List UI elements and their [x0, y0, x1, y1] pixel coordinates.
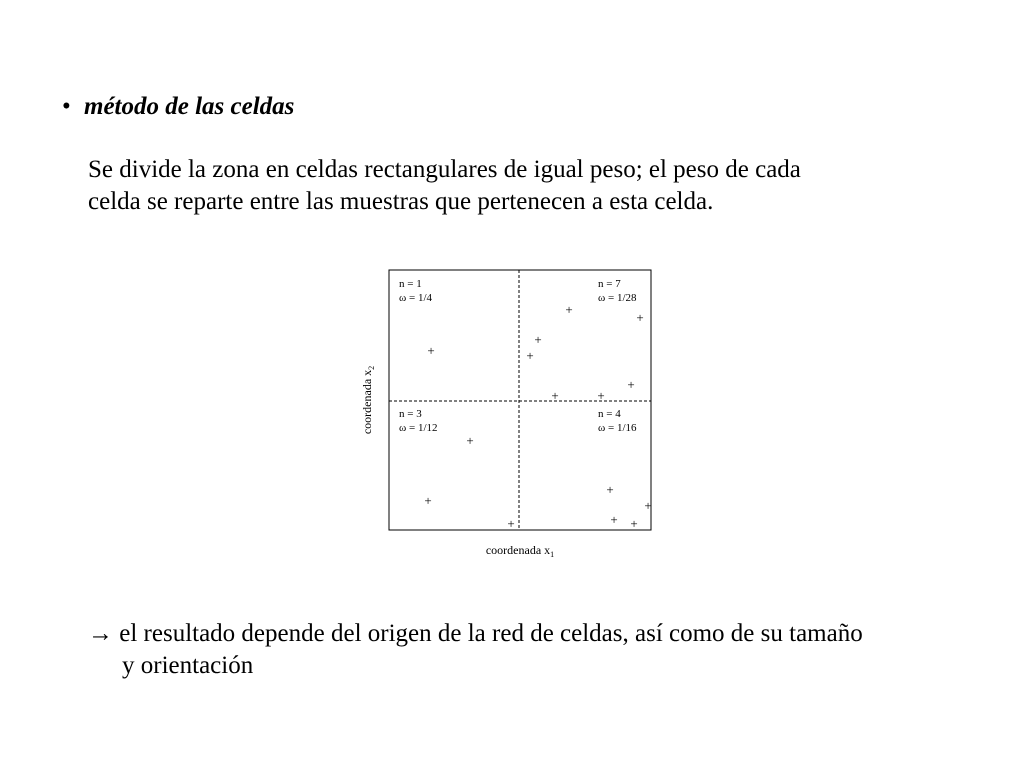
- sample-marker: +: [466, 433, 474, 448]
- sample-marker: +: [534, 332, 542, 347]
- x-axis-label: coordenada $x_1$: [485, 543, 555, 559]
- conclusion-text: [88, 618, 863, 682]
- bullet-dot: •: [62, 93, 71, 120]
- description-line-2: celda se reparte entre las muestras que pertenecen a esta celda.: [88, 188, 714, 215]
- sample-marker: +: [597, 388, 605, 403]
- cell-grid-diagram: [355, 262, 675, 567]
- conclusion-line-2: y orientación: [122, 652, 254, 679]
- sample-marker: +: [526, 348, 534, 363]
- cell-1-n-label: n = 1: [399, 278, 422, 290]
- section-heading: método de las celdas: [84, 93, 295, 120]
- description-line-1: Se divide la zona en celdas rectangulares de igual peso; el peso de cada: [88, 156, 801, 183]
- arrow-icon: →: [88, 620, 113, 647]
- sample-marker: +: [427, 343, 435, 358]
- sample-marker: +: [644, 498, 652, 513]
- cell-declustering-figure: [355, 262, 675, 567]
- sample-marker: +: [507, 516, 515, 531]
- sample-marker: +: [630, 516, 638, 531]
- sample-marker: +: [627, 377, 635, 392]
- cell-3-weight-label: ω = 1/12: [399, 422, 438, 434]
- sample-marker: +: [565, 302, 573, 317]
- y-axis-label: coordenada $x_2$: [360, 365, 376, 435]
- cell-3-n-label: n = 3: [399, 408, 422, 420]
- sample-marker: +: [606, 482, 614, 497]
- sample-marker: +: [551, 388, 559, 403]
- cell-7-n-label: n = 7: [598, 278, 621, 290]
- sample-marker: +: [424, 493, 432, 508]
- sample-marker: +: [636, 310, 644, 325]
- conclusion-line-1: el resultado depende del origen de la red de celdas, así como de su tamaño: [119, 620, 863, 647]
- sample-marker: +: [610, 512, 618, 527]
- bullet-heading-line: [62, 91, 294, 123]
- description-paragraph: [88, 154, 948, 218]
- cell-4-weight-label: ω = 1/16: [598, 422, 637, 434]
- cell-7-weight-label: ω = 1/28: [598, 292, 637, 304]
- cell-4-n-label: n = 4: [598, 408, 621, 420]
- cell-1-weight-label: ω = 1/4: [399, 292, 432, 304]
